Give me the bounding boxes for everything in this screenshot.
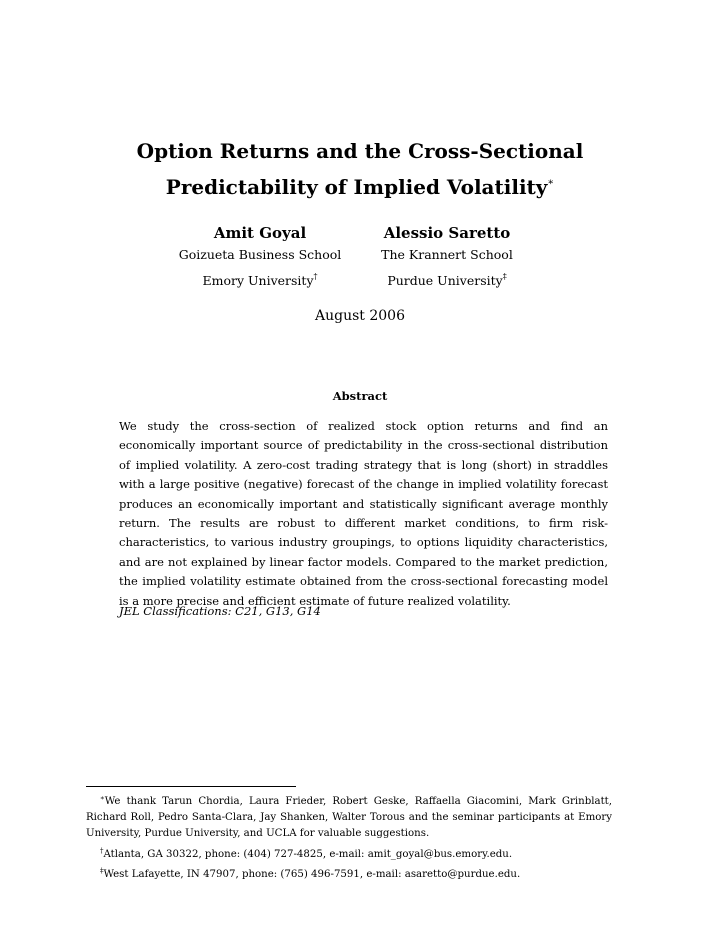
title-footnote-mark: ∗ (547, 177, 555, 188)
abstract-heading: Abstract (332, 389, 388, 403)
author-university-text: Emory University (202, 273, 314, 288)
publication-date: August 2006 (315, 308, 405, 324)
title-line-2 (0, 167, 720, 203)
footnote-rule (86, 786, 296, 787)
title-line-2-text: Predictability of Implied Volatility (165, 175, 548, 199)
footnote-mark: ‡ (100, 866, 104, 875)
author-school: The Krannert School (381, 247, 513, 262)
paper-title (0, 135, 720, 203)
footnote-text: West Lafayette, IN 47907, phone: (765) 496-7591, e-mail: asaretto@purdue.edu. (103, 868, 521, 880)
author-saretto (337, 222, 557, 292)
author-university (337, 266, 557, 292)
jel-classifications: JEL Classifications: C21, G13, G14 (119, 604, 321, 618)
author-footnote-mark: ‡ (502, 272, 507, 281)
footnote-mark: ∗ (100, 794, 105, 802)
footnote-acknowledgements (86, 790, 612, 843)
author-name: Amit Goyal (213, 224, 307, 242)
abstract-text: We study the cross-section of realized stock option returns and find an economically important source of predictability in the cross-sectional distribution of implied volatility. A zero-cost trading strategy that is long (short) in straddles with a large positive (negative) forecast of the change in implied volatility forecast produces an economically important and statistically significant average monthly return. The results are robust to different market conditions, to firm risk-characteristics, to various industry groupings, to options liquidity characteristics, and are not explained by linear factor models. Compared to the market prediction, the implied volatility estimate obtained from the cross-sectional forecasting model is a more precise and efficient estimate of future realized volatility. (119, 419, 608, 608)
footnote-text: We thank Tarun Chordia, Laura Frieder, Robert Geske, Raffaella Giacomini, Mark Grinblatt, Richard Roll, Pedro Santa-Clara, Jay Shanken, Walter Torous and the seminar participants at Emory University, Purdue University, and UCLA for valuable suggestions. (86, 796, 612, 840)
author-footnote-mark: † (313, 272, 318, 281)
author-school: Goizueta Business School (178, 247, 342, 262)
footnote-goyal-contact (86, 843, 612, 863)
footnote-text: Atlanta, GA 30322, phone: (404) 727-4825, e-mail: amit_goyal@bus.emory.edu. (103, 848, 513, 860)
footnote-mark: † (100, 846, 104, 855)
author-university-text: Purdue University (387, 273, 503, 288)
footnotes (86, 790, 612, 883)
author-name: Alessio Saretto (383, 224, 511, 242)
title-line-1: Option Returns and the Cross-Sectional (136, 139, 584, 163)
footnote-saretto-contact (86, 863, 612, 883)
